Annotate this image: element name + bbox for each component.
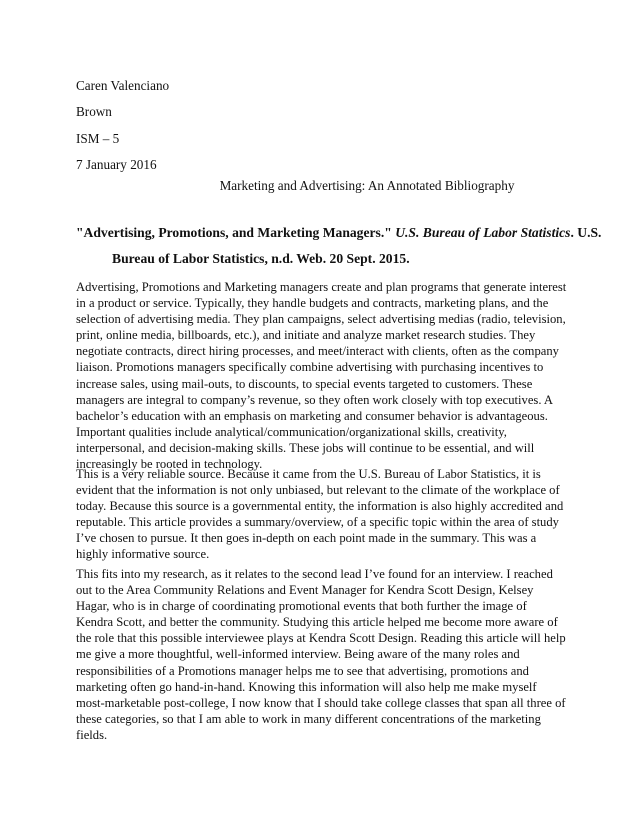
paragraph-line: This is a very reliable source. Because it came from the U.S. Bureau of Labor Statistics, it is — [76, 467, 541, 481]
document-title: Marketing and Advertising: An Annotated Bibliography — [219, 178, 515, 193]
mla-header — [76, 73, 169, 179]
citation-article-title: "Advertising, Promotions, and Marketing Managers." — [76, 225, 392, 240]
paragraph-line: Hagar, who is in charge of coordinating promotional events that both further the image of — [76, 599, 527, 614]
paragraph-line: today. Because this source is a governmental entity, the information is also highly accredited and — [76, 499, 564, 514]
paragraph-line: bachelor’s education with an emphasis on marketing and consumer behavior is advantageous. — [76, 408, 548, 423]
citation-line-2: Bureau of Labor Statistics, n.d. Web. 20 Sept. 2015. — [112, 251, 410, 266]
document-date: 7 January 2016 — [76, 157, 157, 173]
paragraph-line: responsibilities of a Promotions manager helps me to see that advertising, promotions and — [76, 663, 529, 678]
citation-source-tail: . U.S. — [570, 225, 602, 240]
paragraph-line: This fits into my research, as it relates to the second lead I’ve found for an interview. I reached — [76, 567, 553, 581]
course-name: ISM – 5 — [76, 130, 120, 146]
document-title-row — [0, 178, 638, 194]
paragraph-line: most-marketable post-college, I now know that I should take college classes that span all three of — [76, 695, 566, 710]
author-name: Caren Valenciano — [76, 78, 170, 93]
paragraph-line: reputable. This article provides a summary/overview, of a specific topic within the area of study — [76, 515, 559, 530]
paragraph-line: out to the Area Community Relations and Event Manager for Kendra Scott Design, Kelsey — [76, 583, 534, 598]
evaluation-paragraph — [76, 466, 568, 563]
paragraph-line: negotiate contracts, direct hiring processes, and meet/interact with clients, often as the company — [76, 344, 559, 359]
summary-paragraph — [76, 279, 568, 472]
paragraph-line: evident that the information is not only unbiased, but relevant to the climate of the workplace of — [76, 483, 560, 498]
paragraph-line: these categories, so that I am able to work in many different concentrations of the marketing — [76, 711, 541, 726]
paragraph-line: liaison. Promotions managers specifically combine advertising with purchasing incentives to — [76, 360, 544, 375]
paragraph-line: the role that this possible interviewee plays at Kendra Scott Design. Reading this article will help — [76, 631, 566, 646]
citation-source: U.S. Bureau of Labor Statistics — [395, 225, 571, 240]
paragraph-line: Advertising, Promotions and Marketing managers create and plan programs that generate interest — [76, 280, 567, 294]
paragraph-line: print, online media, billboards, etc.), and initiate and analyze market research studies. They — [76, 328, 536, 343]
paragraph-line: in a product or service. Typically, they handle budgets and contracts, marketing plans, and the — [76, 296, 549, 311]
paragraph-line: interpersonal, and decision-making skills. These jobs will continue to be essential, and will — [76, 440, 535, 455]
paragraph-line: selection of advertising media. They plan campaigns, select advertising medias (radio, television, — [76, 312, 566, 327]
paragraph-line: me give a more thoughtful, well-informed interview. Being aware of the many roles and — [76, 647, 520, 662]
paragraph-line: highly informative source. — [76, 547, 210, 562]
paragraph-line: I’ve chosen to pursue. It then goes in-depth on each point made in the summary. This was a — [76, 531, 537, 546]
reflection-paragraph — [76, 566, 568, 743]
citation-entry — [76, 220, 602, 272]
instructor-name: Brown — [76, 104, 112, 120]
paragraph-line: Kendra Scott, and better the community. Studying this article helped me become more aware of — [76, 615, 558, 630]
paragraph-line: fields. — [76, 727, 108, 742]
paragraph-line: managers are integral to company’s revenue, so they often work closely with top executives. A — [76, 392, 554, 407]
paragraph-line: Important qualities include analytical/communication/organizational skills, creativity, — [76, 424, 507, 439]
citation-line-1 — [76, 220, 602, 246]
paragraph-line: increasingly be rooted in technology. — [76, 457, 263, 472]
paragraph-line: marketing often go hand-in-hand. Knowing this information will also help me make myself — [76, 679, 537, 694]
paragraph-line: increase sales, using mail-outs, to discounts, to special events targeted to customers. These — [76, 376, 533, 391]
